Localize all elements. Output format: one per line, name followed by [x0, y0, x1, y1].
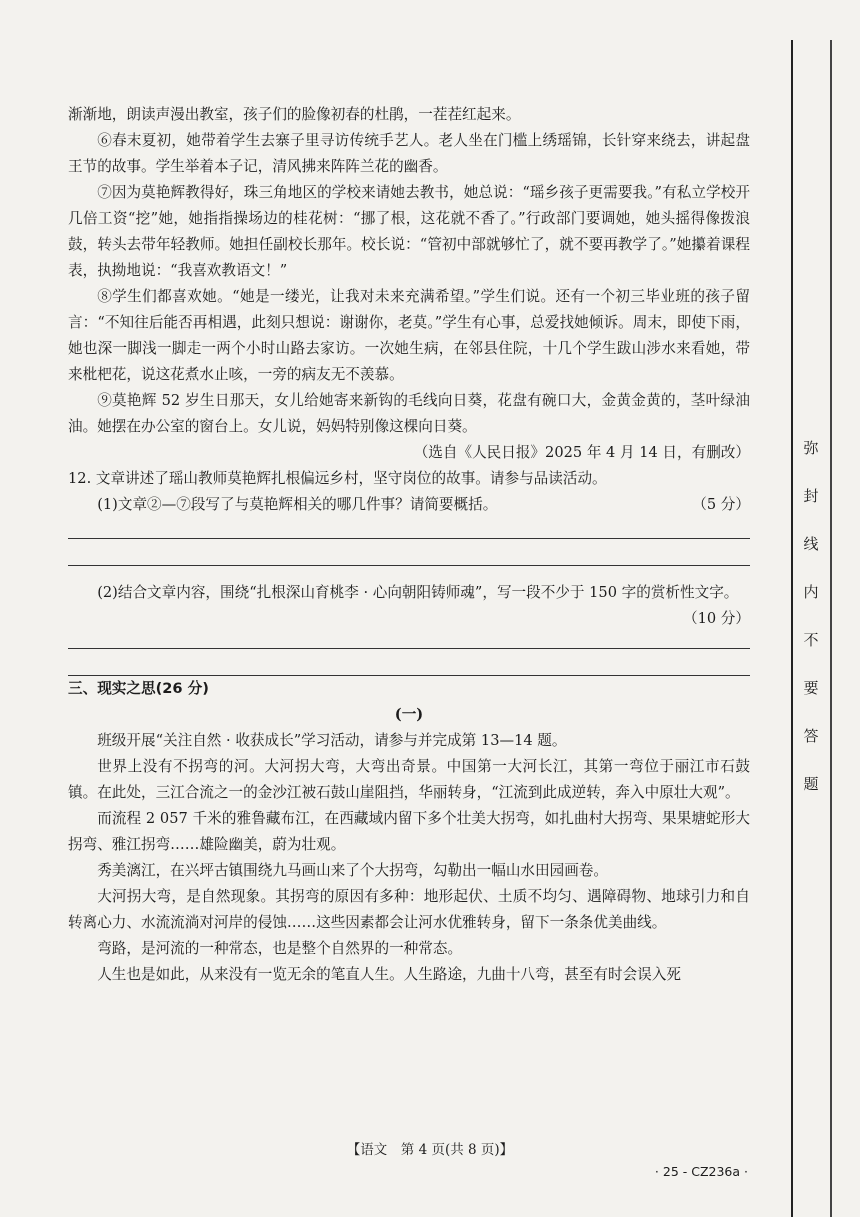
question-12-1-text: (1)文章②—⑦段写了与莫艳辉相关的哪几件事？请简要概括。	[97, 496, 498, 513]
river-paragraph: 世界上没有不拐弯的河。大河拐大弯，大弯出奇景。中国第一大河长江，其第一弯位于丽江市石鼓镇。在此处，三江合流之一的金沙江被石鼓山崖阻挡，华丽转身，“江流到此成逆转，奔入中原壮大观”。	[68, 758, 750, 801]
page-footer: 【语文 第 4 页(共 8 页)】	[346, 1142, 514, 1158]
seal-char: 封	[803, 487, 819, 505]
river-paragraph: 而流程 2 057 千米的雅鲁藏布江，在西藏域内留下多个壮美大拐弯，如扎曲村大拐弯、果果塘蛇形大拐弯、雅江拐弯……雄险幽美，蔚为壮观。	[68, 810, 750, 853]
river-paragraph: 秀美漓江，在兴坪古镇围绕九马画山来了个大拐弯，勾勒出一幅山水田园画卷。	[97, 862, 608, 879]
paragraph-6: ⑥春末夏初，她带着学生去寨子里寻访传统手艺人。老人坐在门槛上绣瑶锦，长针穿来绕去，讲起盘王节的故事。学生举着本子记，清风拂来阵阵兰花的幽香。	[68, 132, 750, 175]
answer-line[interactable]	[68, 648, 750, 649]
question-12-stem: 12. 文章讲述了瑶山教师莫艳辉扎根偏远乡村，坚守岗位的故事。请参与品读活动。	[68, 470, 607, 487]
activity-intro: 班级开展“关注自然 · 收获成长”学习活动，请参与并完成第 13—14 题。	[97, 732, 567, 749]
question-12-1	[68, 492, 750, 518]
source-citation: （选自《人民日报》2025 年 4 月 14 日，有删改）	[413, 444, 750, 461]
seal-char: 要	[803, 679, 819, 697]
river-paragraph: 弯路，是河流的一种常态，也是整个自然界的一种常态。	[97, 940, 463, 957]
answer-line[interactable]	[68, 538, 750, 539]
paragraph-8: ⑧学生们都喜欢她。“她是一缕光，让我对未来充满希望。”学生们说。还有一个初三毕业班的孩子留言：“不知往后能否再相遇，此刻只想说：谢谢你，老莫。”学生有心事，总爱找她倾诉。周末，即使下雨，她也深一脚浅一脚走一两个小时山路去家访。一次她生病，在邻县住院，十几个学生跋山涉水来看她，带来枇杷花，说这花煮水止咳，一旁的病友无不羡慕。	[68, 288, 750, 383]
paper-code: · 25 - CZ236a ·	[654, 1164, 748, 1179]
paragraph-continued: 渐渐地，朗读声漫出教室，孩子们的脸像初春的杜鹃，一茬茬红起来。	[68, 106, 521, 123]
river-paragraph: 大河拐大弯，是自然现象。其拐弯的原因有多种：地形起伏、土质不均匀、遇障碍物、地球引力和自转离心力、水流流淌对河岸的侵蚀……这些因素都会让河水优雅转身，留下一条条优美曲线。	[68, 888, 750, 931]
seal-char: 答	[803, 727, 819, 745]
seal-char: 不	[803, 631, 819, 649]
seal-char: 题	[803, 775, 819, 793]
seal-char: 线	[803, 535, 819, 553]
main-content	[68, 102, 750, 988]
seal-line-inner	[791, 40, 793, 1217]
section-3-part-1: (一)	[394, 706, 424, 723]
seal-char: 弥	[803, 439, 819, 457]
question-12-2-score-row	[68, 606, 750, 632]
section-3-title: 三、现实之思(26 分)	[68, 680, 209, 697]
seal-line-outer	[830, 40, 832, 1217]
question-12-2-score: （10 分）	[683, 610, 750, 627]
river-paragraph: 人生也是如此，从来没有一览无余的笔直人生。人生路途，九曲十八弯，甚至有时会误入死	[97, 966, 681, 983]
seal-notice	[797, 424, 825, 808]
answer-line[interactable]	[68, 565, 750, 566]
question-12-2-text: (2)结合文章内容，围绕“扎根深山育桃李 · 心向朝阳铸师魂”，写一段不少于 150 字的赏析性文字。	[97, 584, 739, 601]
question-12-1-score: （5 分）	[692, 496, 750, 513]
paragraph-9: ⑨莫艳辉 52 岁生日那天，女儿给她寄来新钩的毛线向日葵，花盘有碗口大，金黄金黄的，茎叶绿油油。她摆在办公室的窗台上。女儿说，妈妈特别像这棵向日葵。	[68, 392, 750, 435]
seal-char: 内	[803, 583, 819, 601]
paragraph-7: ⑦因为莫艳辉教得好，珠三角地区的学校来请她去教书，她总说：“瑶乡孩子更需要我。”有私立学校开几倍工资“挖”她，她指指操场边的桂花树：“挪了根，这花就不香了。”行政部门要调她，她头摇得像拨浪鼓，转头去带年轻教师。她担任副校长那年。校长说：“管初中部就够忙了，就不要再教学了。”她攥着课程表，执拗地说：“我喜欢教语文！”	[68, 184, 750, 279]
